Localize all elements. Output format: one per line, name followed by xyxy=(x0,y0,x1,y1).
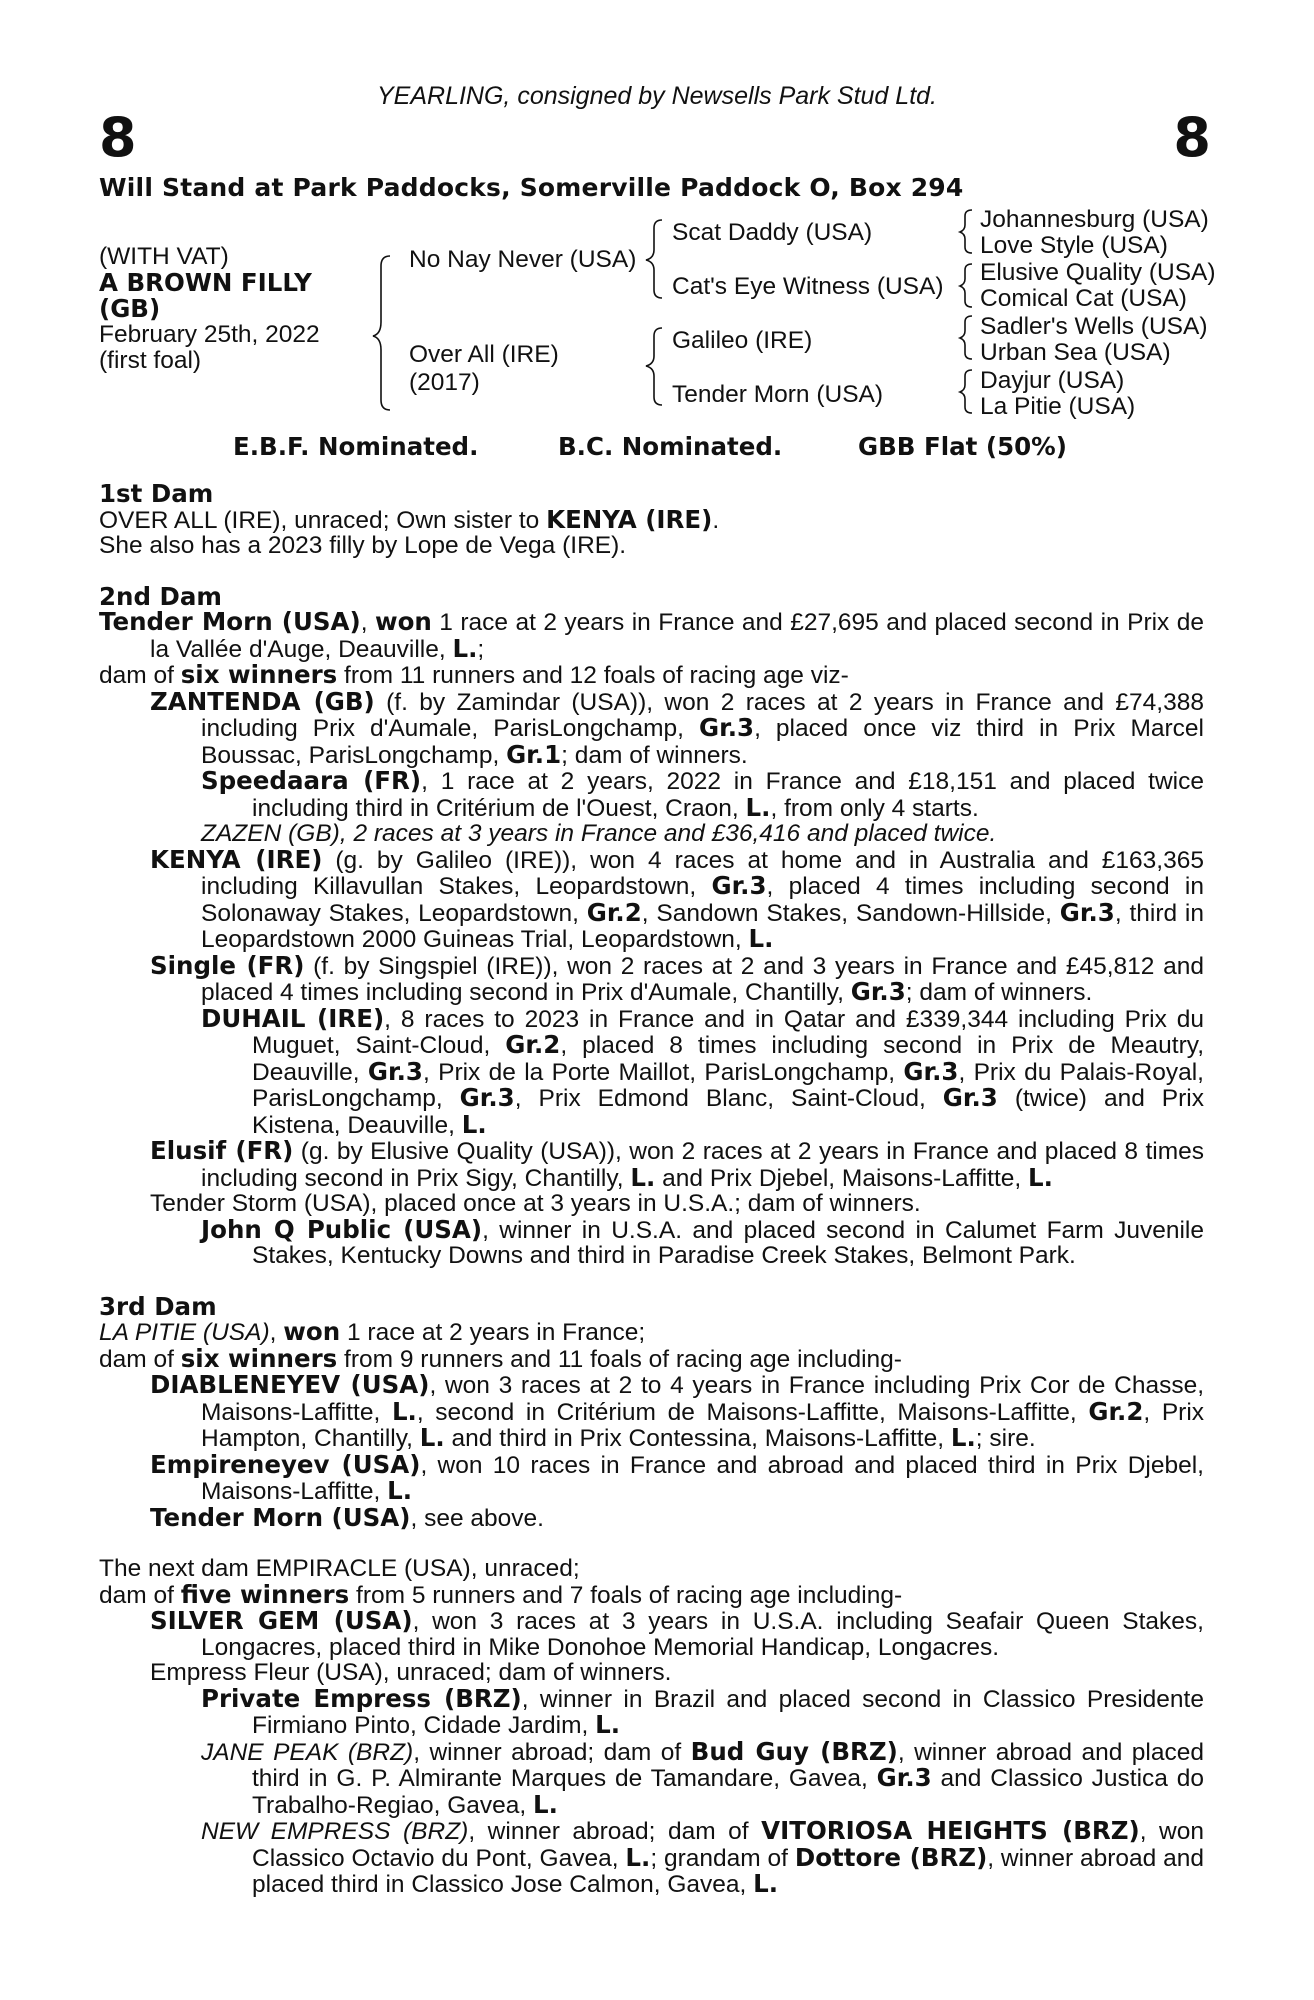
ebf-nomination: E.B.F. Nominated. xyxy=(233,432,479,461)
produce-elusif: Elusif (FR) (g. by Elusive Quality (USA)), won 2 races at 2 years in France and placed 8 times including second in Prix Sigy, Chantilly, L. and Prix Djebel, Maisons-Laffitte, L. xyxy=(150,1136,1205,1192)
produce-silver-gem: SILVER GEM (USA), won 3 races at 3 years in U.S.A. including Seafair Queen Stakes, Longacres, placed third in Mike Donohoe Memorial Handicap, Longacres. xyxy=(150,1606,1204,1661)
first-dam-line2: She also has a 2023 filly by Lope de Vega (IRE). xyxy=(99,532,627,559)
second-dam-heading: 2nd Dam xyxy=(99,581,222,611)
gen3-5: Sadler's Wells (USA) xyxy=(980,313,1208,340)
first-dam-heading: 1st Dam xyxy=(99,479,214,508)
produce-jane-peak: JANE PEAK (BRZ), winner abroad; dam of Bud Guy (BRZ), winner abroad and placed third in G. P. Almirante Marques de Tamandare, Gavea, Gr.3 and Classico Justica do Trabalho-Regiao, Gavea, L. xyxy=(201,1736,1204,1819)
third-dam-entry: LA PITIE (USA), won 1 race at 2 years in France; xyxy=(99,1317,646,1346)
produce-empireneyev: Empireneyev (USA), won 10 races in France and abroad and placed third in Prix Djebel, Maisons-Laffitte, L. xyxy=(150,1449,1204,1505)
produce-speedaara: Speedaara (FR), 1 race at 2 years, 2022 in France and £18,151 and placed twice including third in Critérium de l'Ouest, Craon, L., from only 4 starts. xyxy=(201,766,1204,822)
lot-number-right: 8 xyxy=(1173,106,1211,169)
stand-location: Will Stand at Park Paddocks, Somerville Paddock O, Box 294 xyxy=(99,173,964,202)
consignor-line: YEARLING, consigned by Newsells Park Stud Ltd. xyxy=(377,82,937,110)
gen3-2: Love Style (USA) xyxy=(980,232,1168,259)
catalogue-body xyxy=(99,481,1204,1898)
horse-description: A BROWN FILLY xyxy=(99,268,312,297)
produce-zantenda: ZANTENDA (GB) (f. by Zamindar (USA)), won 2 races at 2 years in France and £74,388 including Prix d'Aumale, ParisLongchamp, Gr.3, placed once viz third in Prix Marcel Boussac, ParisLongchamp, Gr.1; dam of winners. xyxy=(150,686,1204,769)
gen3-4: Comical Cat (USA) xyxy=(980,285,1187,312)
gen2-sire-dam: Cat's Eye Witness (USA) xyxy=(672,273,944,300)
produce-tender-morn: Tender Morn (USA), see above. xyxy=(150,1502,544,1532)
gbb-flat: GBB Flat (50%) xyxy=(858,432,1067,461)
produce-tender-storm: Tender Storm (USA), placed once at 3 years in U.S.A.; dam of winners. xyxy=(150,1190,921,1217)
first-dam-line1: OVER ALL (IRE), unraced; Own sister to KENYA (IRE). xyxy=(99,504,720,534)
gen3-1: Johannesburg (USA) xyxy=(980,206,1209,233)
next-dam-entry: The next dam EMPIRACLE (USA), unraced; xyxy=(99,1555,580,1582)
second-dam-entry: Tender Morn (USA), won 1 race at 2 years in France and £27,695 and placed second in Prix de la Vallée d'Auge, Deauville, L.; xyxy=(99,607,1204,663)
gen3-3: Elusive Quality (USA) xyxy=(980,259,1216,286)
brace-cats-eye xyxy=(960,264,972,307)
gen2-sire-sire: Scat Daddy (USA) xyxy=(672,219,873,246)
produce-single: Single (FR) (f. by Singspiel (IRE)), won 2 races at 2 and 3 years in France and £45,812 and placed 4 times including second in Prix d'Aumale, Chantilly, Gr.3; dam of winners. xyxy=(150,950,1204,1006)
third-dam-produce: dam of six winners from 9 runners and 11 foals of racing age including- xyxy=(99,1343,902,1373)
produce-private-empress: Private Empress (BRZ), winner in Brazil and placed second in Classico Presidente Firmiano Pinto, Cidade Jardim, L. xyxy=(201,1683,1204,1739)
gen2-dam-sire: Galileo (IRE) xyxy=(672,327,813,354)
produce-john-q-public: John Q Public (USA), winner in U.S.A. and placed second in Calumet Farm Juvenile Stakes, Kentucky Downs and third in Paradise Creek Stakes, Belmont Park. xyxy=(201,1214,1204,1269)
produce-zazen: ZAZEN (GB), 2 races at 3 years in France and £36,416 and placed twice. xyxy=(201,820,997,847)
gen3-7: Dayjur (USA) xyxy=(980,367,1125,394)
dam-name: Over All (IRE) xyxy=(409,341,559,368)
brace-sire xyxy=(646,220,662,298)
produce-duhail: DUHAIL (IRE), 8 races to 2023 in France and in Qatar and £339,344 including Prix du Muguet, Saint-Cloud, Gr.2, placed 8 times including second in Prix de Meautry, Deauville, Gr.3, Prix de la Porte Maillot, ParisLongchamp, Gr.3, Prix du Palais-Royal, ParisLongchamp, Gr.3, Prix Edmond Blanc, Saint-Cloud, Gr.3 (twice) and Prix Kistena, Deauville, L. xyxy=(201,1003,1204,1139)
brace-galileo xyxy=(960,316,972,359)
brace-dam xyxy=(646,328,662,405)
next-dam-produce: dam of five winners from 5 runners and 7 foals of racing age including- xyxy=(99,1579,903,1609)
produce-kenya: KENYA (IRE) (g. by Galileo (IRE)), won 4 races at home and in Australia and £163,365 including Killavullan Stakes, Leopardstown, Gr.3, placed 4 times including second in Solonaway Stakes, Leopardstown, Gr.2, Sandown Stakes, Sandown-Hillside, Gr.3, third in Leopardstown 2000 Guineas Trial, Leopardstown, L. xyxy=(150,844,1204,953)
brace-tender-morn xyxy=(960,370,972,413)
vat-note: (WITH VAT) xyxy=(99,243,229,270)
horse-country: (GB) xyxy=(99,294,161,323)
gen3-8: La Pitie (USA) xyxy=(980,393,1136,420)
dam-year: (2017) xyxy=(409,369,480,396)
brace-scat-daddy xyxy=(960,210,972,253)
third-dam-heading: 3rd Dam xyxy=(99,1291,217,1321)
produce-new-empress: NEW EMPRESS (BRZ), winner abroad; dam of VITORIOSA HEIGHTS (BRZ), won Classico Octavio du Pont, Gavea, L.; grandam of Dottore (BRZ), winner abroad and placed third in Classico Jose Calmon, Gavea, L. xyxy=(201,1816,1204,1898)
gen2-dam-dam: Tender Morn (USA) xyxy=(672,381,884,408)
lot-number-left: 8 xyxy=(99,106,137,169)
gen3-6: Urban Sea (USA) xyxy=(980,339,1171,366)
produce-diableneyev: DIABLENEYEV (USA), won 3 races at 2 to 4 years in France including Prix Cor de Chasse, Maisons-Laffitte, L., second in Critérium de Maisons-Laffitte, Maisons-Laffitte, Gr.2, Prix Hampton, Chantilly, L. and third in Prix Contessina, Maisons-Laffitte, L.; sire. xyxy=(150,1370,1205,1452)
second-dam-produce: dam of six winners from 11 runners and 12 foals of racing age viz- xyxy=(99,660,849,689)
produce-empress-fleur: Empress Fleur (USA), unraced; dam of winners. xyxy=(150,1659,672,1686)
bc-nomination: B.C. Nominated. xyxy=(558,432,783,461)
foaling-date: February 25th, 2022 xyxy=(99,321,320,348)
brace-gen1 xyxy=(373,256,390,410)
sire-name: No Nay Never (USA) xyxy=(409,246,637,273)
foal-note: (first foal) xyxy=(99,347,202,374)
